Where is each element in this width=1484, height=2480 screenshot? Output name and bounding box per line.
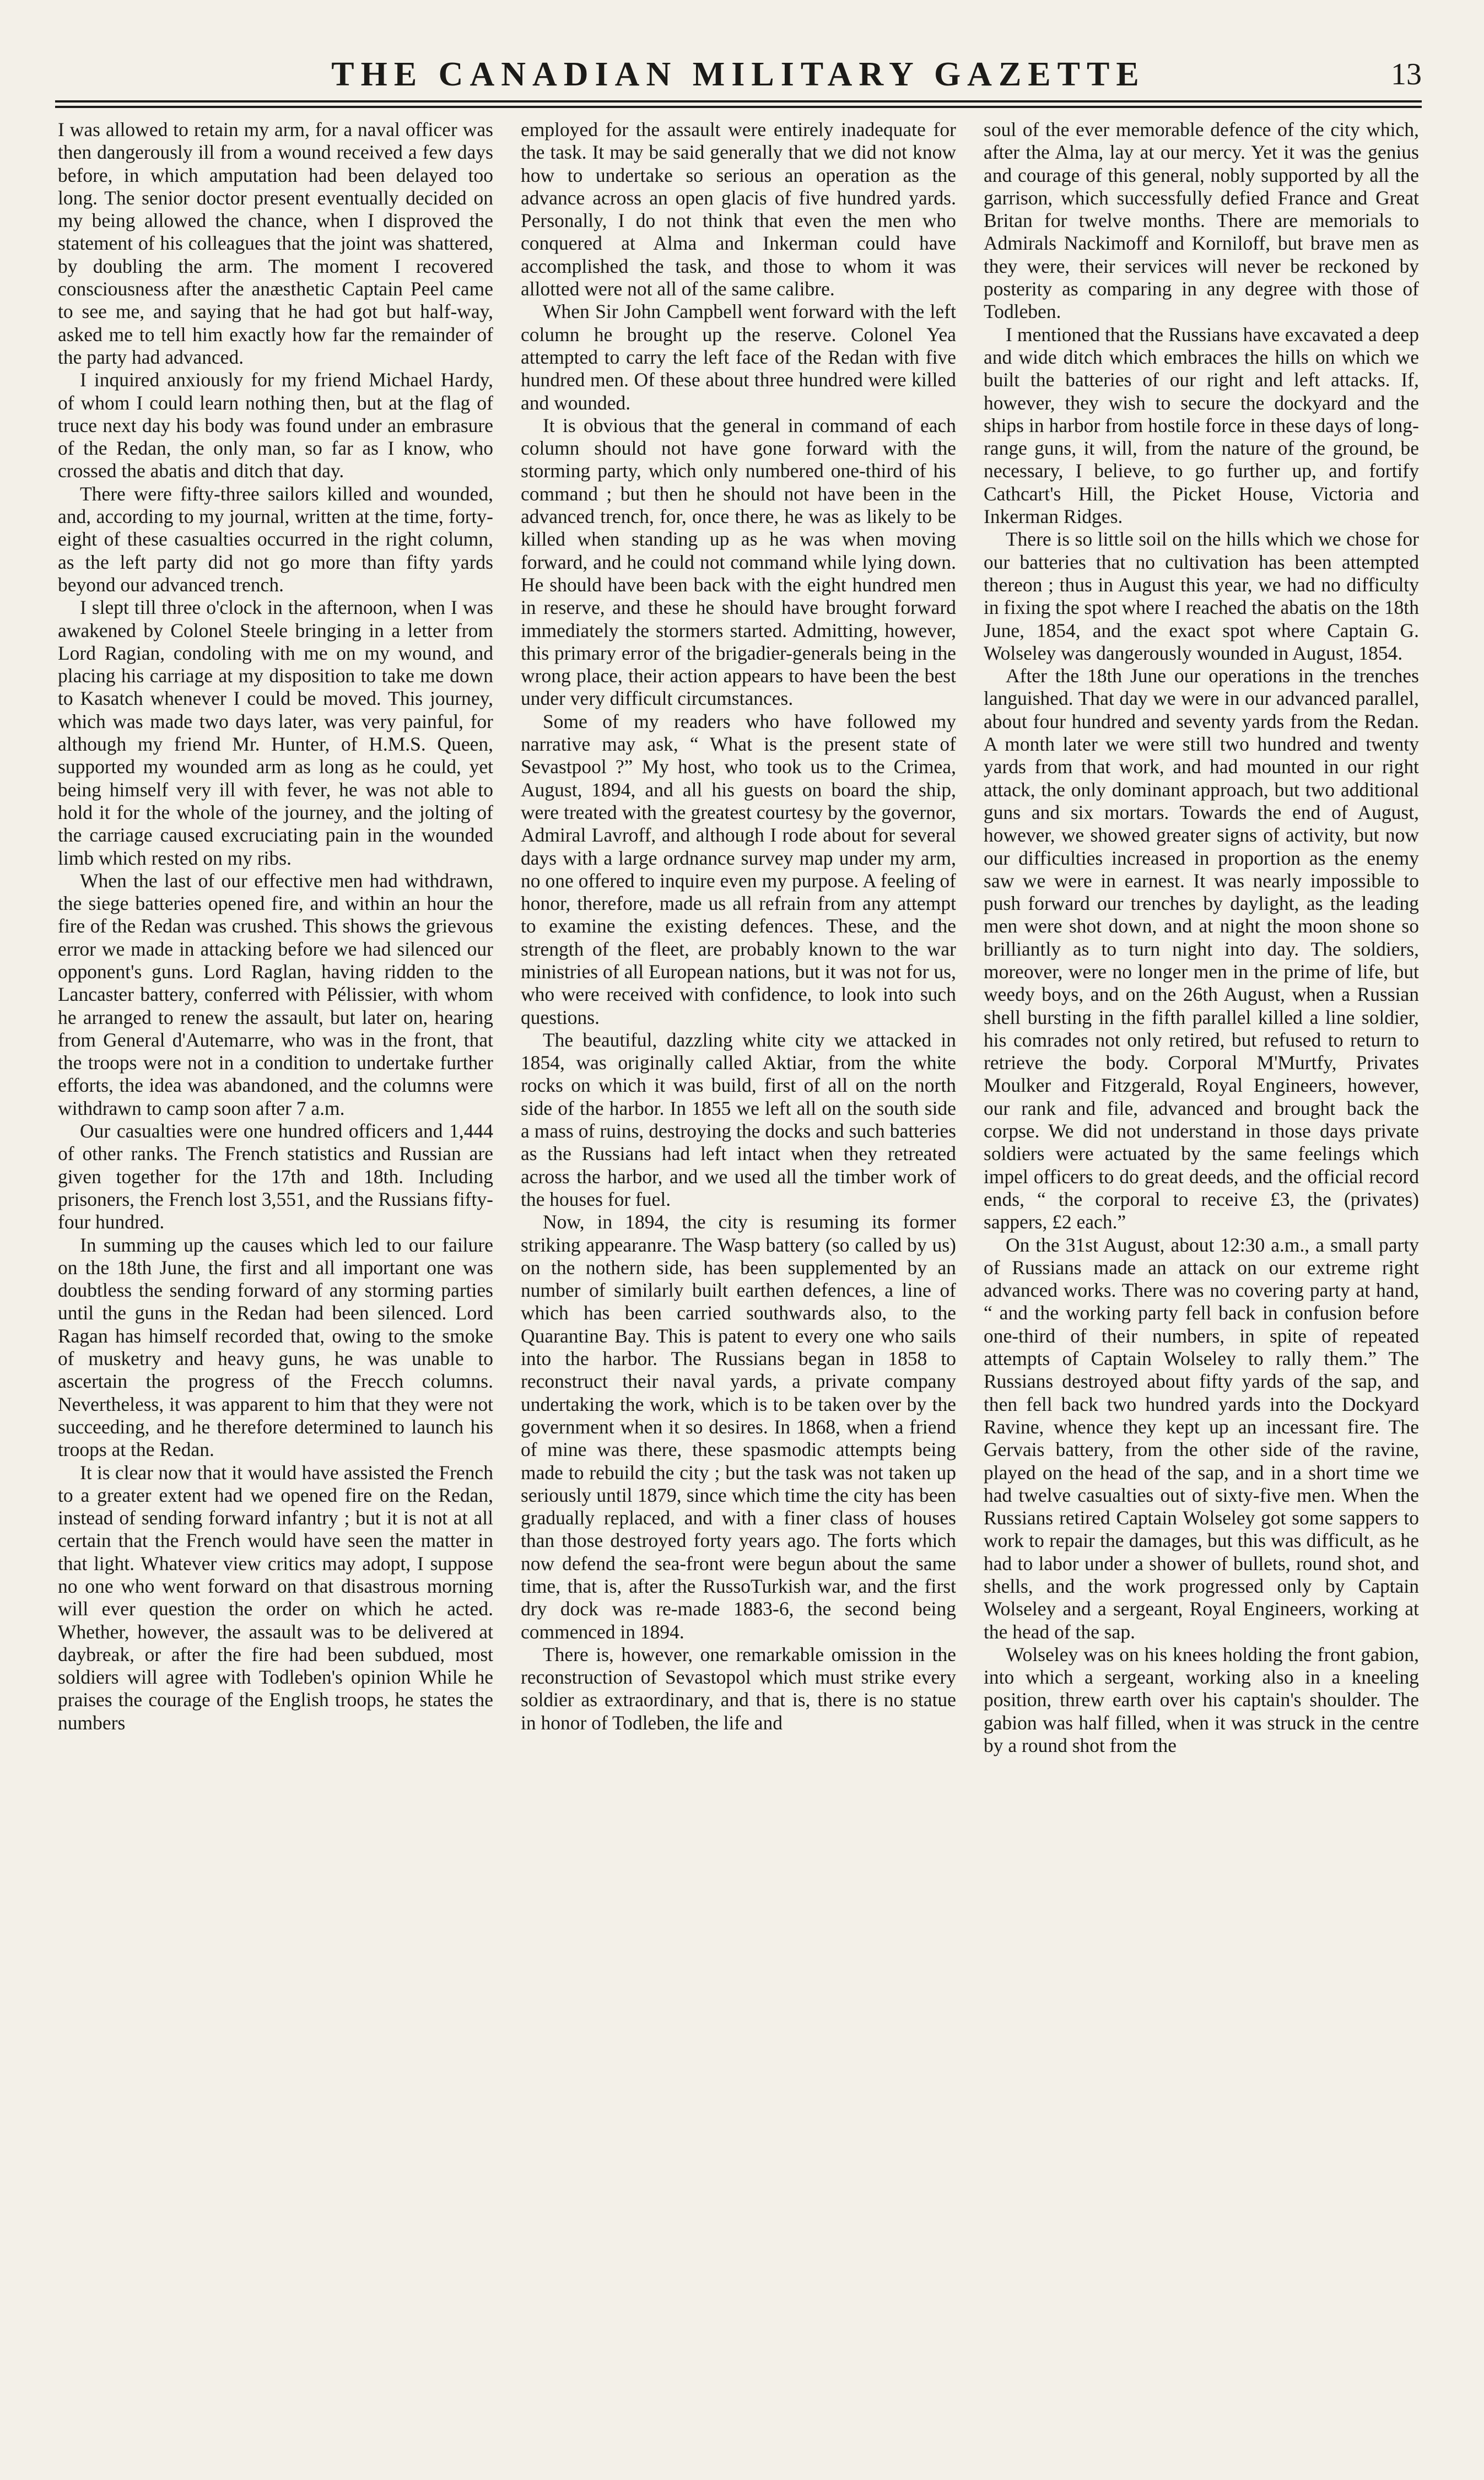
paragraph: There is so little soil on the hills which we chose for our batteries that no cultivation has been attempted thereon ; thus in August this year, we had no difficulty in fixing the spot where I reached the abatis on the 18th June, 1854, and the exact spot where Captain G. Wolseley was dangerously wounded in August, 1854. [984,528,1419,664]
paragraph: There were fifty-three sailors killed and wounded, and, according to my journal, written at the time, forty-eight of these casualties occurred in the right column, as the left party did not go more than fifty yards beyond our advanced trench. [58,482,493,596]
paragraph: It is clear now that it would have assisted the French to a greater extent had we opened fire on the Redan, instead of sending forward infantry ; but it is not at all certain that the French would have seen the matter in that light. Whatever view critics may adopt, I suppose no one who went forward on that disastrous morning will ever question the order on which he acted. Whether, however, the assault was to be delivered at daybreak, or after the fire had been subdued, most soldiers will agree with Todleben's opinion While he praises the courage of the English troops, he states the numbers [58,1461,493,1734]
masthead [55,52,1422,96]
paragraph: Now, in 1894, the city is resuming its former striking appearanre. The Wasp battery (so called by us) on the nothern side, has been supplemented by an number of similarly built earthen defences, a line of which has been carried southwards also, to the Quarantine Bay. This is patent to every one who sails into the harbor. The Russians began in 1858 to reconstruct their naval yards, a private company undertaking the work, which is to be taken over by the government when it so desires. In 1868, when a friend of mine was there, these spasmodic attempts being made to rebuild the city ; but the task was not taken up seriously until 1879, since which time the city has been gradually replaced, and with a finer class of houses than those destroyed forty years ago. The forts which now defend the sea-front were begun about the same time, that is, after the RussoTurkish war, and the first dry dock was re-made 1883-6, the second being commenced in 1894. [521,1211,956,1643]
paragraph: On the 31st August, about 12:30 a.m., a small party of Russians made an attack on our extreme right advanced works. There was no covering party at hand, “ and the working party fell back in confusion before one-third of their numbers, in spite of repeated attempts of Captain Wolseley to rally them.” The Russians destroyed about fifty yards of the sap, and then fell back two hundred yards into the Dockyard Ravine, whence they kept up an incessant fire. The Gervais battery, from the other side of the ravine, played on the head of the sap, and in a short time we had twelve casualties out of sixty-five men. When the Russians retired Captain Wolseley got some sappers to work to repair the damages, but this was difficult, as he had to labor under a shower of bullets, round shot, and shells, and the work progressed only by Captain Wolseley and a sergeant, Royal Engineers, working at the head of the sap. [984,1233,1419,1643]
page-number: 13 [1391,57,1422,91]
paragraph: After the 18th June our operations in the trenches languished. That day we were in our advanced parallel, about four hundred and seventy yards from the Redan. A month later we were still two hundred and twenty yards from that work, and had mounted in our right attack, the only dominant approach, but two additional guns and six mortars. Towards the end of August, however, we showed greater signs of activity, but now our difficulties increased in proportion as the enemy saw we were in earnest. It was nearly impossible to push forward our trenches by daylight, as the leading men were shot down, and at night the moon shone so brilliantly as to turn night into day. The soldiers, moreover, were no longer men in the prime of life, but weedy boys, and on the 26th August, when a Russian shell bursting in the fifth parallel killed a line soldier, his comrades not only retired, but refused to return to retrieve the body. Corporal M'Murtfy, Privates Moulker and Fitzgerald, Royal Engineers, however, our rank and file, advanced and brought back the corpse. We did not understand in those days private soldiers were actuated by the same feelings which impel officers to do great deeds, and the official record ends, “ the corporal to receive £3, the (privates) sappers, £2 each.” [984,665,1419,1233]
paragraph: When the last of our effective men had withdrawn, the siege batteries opened fire, and within an hour the fire of the Redan was crushed. This shows the grievous error we made in attacking before we had silenced our opponent's guns. Lord Raglan, having ridden to the Lancaster battery, conferred with Pélissier, with whom he arranged to renew the assault, but later on, hearing from General d'Autemarre, who was in the front, that the troops were not in a condition to undertake further efforts, the idea was abandoned, and the columns were withdrawn to camp soon after 7 a.m. [58,869,493,1119]
paragraph: I inquired anxiously for my friend Michael Hardy, of whom I could learn nothing then, but at the flag of truce next day his body was found under an embrasure of the Redan, the only man, so far as I know, who crossed the abatis and ditch that day. [58,369,493,482]
paragraph: There is, however, one remarkable omission in the reconstruction of Sevastopol which must strike every soldier as extraordinary, and that is, there is no statue in honor of Todleben, the life and [521,1643,956,1734]
header-rule-bottom [55,106,1422,108]
text-column-3 [984,118,1419,2444]
header-rule-top [55,100,1422,103]
paragraph: In summing up the causes which led to our failure on the 18th June, the first and all important one was doubtless the sending forward of any storming parties until the guns in the Redan had been silenced. Lord Ragan has himself recorded that, owing to the smoke of musketry and heavy guns, he was unable to ascertain the progress of the Frecch columns. Nevertheless, it was apparent to him that they were not succeeding, and he therefore determined to launch his troops at the Redan. [58,1233,493,1461]
paragraph: Wolseley was on his knees holding the front gabion, into which a sergeant, working also in a kneeling position, threw earth over his captain's shoulder. The gabion was half filled, when it was struck in the centre by a round shot from the [984,1643,1419,1757]
paragraph: Our casualties were one hundred officers and 1,444 of other ranks. The French statistics and Russian are given together for the 17th and 18th. Including prisoners, the French lost 3,551, and the Russians fifty-four hundred. [58,1120,493,1233]
paragraph: When Sir John Campbell went forward with the left column he brought up the reserve. Colonel Yea attempted to carry the left face of the Redan with five hundred men. Of these about three hundred were killed and wounded. [521,300,956,414]
paragraph: I slept till three o'clock in the afternoon, when I was awakened by Colonel Steele bringing in a letter from Lord Ragian, condoling with me on my wound, and placing his carriage at my disposition to take me down to Kasatch whenever I could be moved. This journey, which was made two days later, was very painful, for although my friend Mr. Hunter, of H.M.S. Queen, supported my wounded arm as long as he could, yet being himself very ill with fever, he was not able to hold it for the whole of the journey, and the jolting of the carriage caused excruciating pain in the wounded limb which rested on my ribs. [58,596,493,869]
paragraph: Some of my readers who have followed my narrative may ask, “ What is the present state of Sevastpool ?” My host, who took us to the Crimea, August, 1894, and all his guests on board the ship, were treated with the greatest courtesy by the governor, Admiral Lavroff, and although I rode about for several days with a large ordnance survey map under my arm, no one offered to inquire even my purpose. A feeling of honor, therefore, made us all refrain from any attempt to examine the existing defences. These, and the strength of the fleet, are probably known to the war ministries of all European nations, but it was not for us, who were received with confidence, to look into such questions. [521,710,956,1028]
text-column-1 [58,118,493,2444]
paragraph: It is obvious that the general in command of each column should not have gone forward with the storming party, which only numbered one-third of his command ; but then he should not have been in the advanced trench, for, once there, he was as likely to be killed when standing up as he was when moving forward, and he could not command while lying down. He should have been back with the eight hundred men in reserve, and these he should have brought forward immediately the stormers started. Admitting, however, this primary error of the brigadier-generals being in the wrong place, their action appears to have been the best under very difficult circumstances. [521,414,956,710]
paragraph: employed for the assault were entirely inadequate for the task. It may be said generally that we did not know how to undertake so serious an operation as the advance across an open glacis of five hundred yards. Personally, I do not think that even the men who conquered at Alma and Inkerman could have accomplished the task, and those to whom it was allotted were not all of the same calibre. [521,118,956,300]
publication-title: THE CANADIAN MILITARY GAZETTE [331,56,1146,93]
paragraph: soul of the ever memorable defence of the city which, after the Alma, lay at our mercy. Yet it was the genius and courage of this general, nobly supported by all the garrison, which successfully defied France and Great Britan for twelve months. There are memorials to Admirals Nackimoff and Korniloff, but brave men as they were, their services will never be reckoned by posterity as comparing in any degree with those of Todleben. [984,118,1419,323]
paragraph: I mentioned that the Russians have excavated a deep and wide ditch which embraces the hills on which we built the batteries of our right and left attacks. If, however, they wish to secure the dockyard and the ships in harbor from hostile force in these days of long-range guns, it will, from the nature of the ground, be necessary, I believe, to go further up, and fortify Cathcart's Hill, the Picket House, Victoria and Inkerman Ridges. [984,323,1419,528]
paragraph: I was allowed to retain my arm, for a naval officer was then dangerously ill from a wound received a few days before, in which amputation had been delayed too long. The senior doctor present eventually decided on my being allowed the chance, when I disproved the statement of his colleagues that the joint was shattered, by doubling the arm. The moment I recovered consciousness after the anæsthetic Captain Peel came to see me, and saying that he had got but half-way, asked me to tell him exactly how far the remainder of the party had advanced. [58,118,493,368]
text-column-2 [521,118,956,2444]
paragraph: The beautiful, dazzling white city we attacked in 1854, was originally called Aktiar, from the white rocks on which it was build, first of all on the north side of the harbor. In 1855 we left all on the south side a mass of ruins, destroying the docks and such batteries as the Russians had left intact when they retreated across the harbor, and we used all the timber work of the houses for fuel. [521,1028,956,1210]
